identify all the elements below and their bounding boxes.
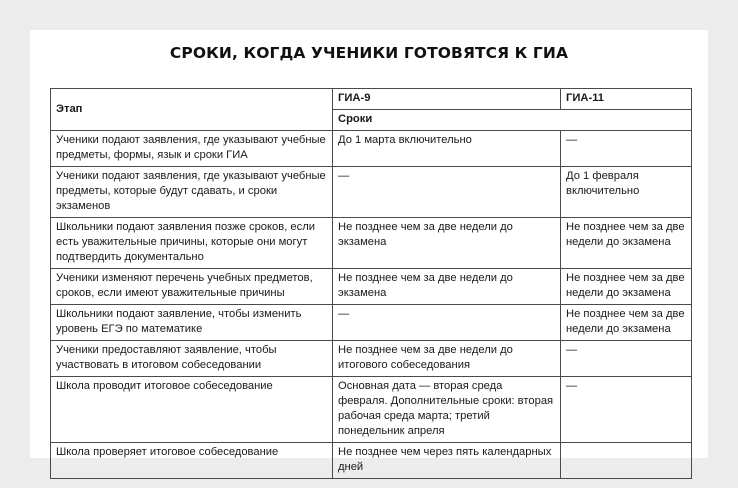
cell-gia11: Не позднее чем за две недели до экзамена	[561, 218, 692, 269]
cell-stage: Школьники подают заявление, чтобы изменить уровень ЕГЭ по математике	[51, 305, 333, 341]
cell-gia11: Не позднее чем за две недели до экзамена	[561, 269, 692, 305]
table-row	[51, 305, 692, 341]
cell-gia11: До 1 февраля включительно	[561, 167, 692, 218]
cell-gia11: —	[561, 131, 692, 167]
cell-stage: Школа проводит итоговое собеседование	[51, 377, 333, 443]
cell-stage: Ученики подают заявления, где указывают учебные предметы, формы, язык и сроки ГИА	[51, 131, 333, 167]
document-card	[30, 30, 708, 473]
cell-stage: Ученики подают заявления, где указывают учебные предметы, которые будут сдавать, и сроки экзаменов	[51, 167, 333, 218]
cell-gia11: Не позднее чем за две недели до экзамена	[561, 305, 692, 341]
deadlines-table	[50, 88, 692, 479]
header-deadlines: Сроки	[333, 110, 692, 131]
table-row	[51, 131, 692, 167]
table-row	[51, 218, 692, 269]
cell-gia9: —	[333, 167, 561, 218]
cell-stage: Ученики предоставляют заявление, чтобы участвовать в итоговом собеседовании	[51, 341, 333, 377]
cell-gia9: —	[333, 305, 561, 341]
cell-gia9: Основная дата — вторая среда февраля. Дополнительные сроки: вторая рабочая среда марта; третий понедельник апреля	[333, 377, 561, 443]
table-row	[51, 341, 692, 377]
cell-gia11: —	[561, 341, 692, 377]
cell-gia9: Не позднее чем за две недели до экзамена	[333, 269, 561, 305]
cell-gia11	[561, 443, 692, 479]
header-stage: Этап	[51, 89, 333, 131]
page-title: СРОКИ, КОГДА УЧЕНИКИ ГОТОВЯТСЯ К ГИА	[169, 44, 569, 62]
cell-gia9: Не позднее чем через пять календарных дней	[333, 443, 561, 479]
cell-gia9: Не позднее чем за две недели до экзамена	[333, 218, 561, 269]
cell-gia11: —	[561, 377, 692, 443]
cell-stage: Ученики изменяют перечень учебных предметов, сроков, если имеют уважительные причины	[51, 269, 333, 305]
table-row	[51, 377, 692, 443]
table-row	[51, 443, 692, 479]
cell-gia9: До 1 марта включительно	[333, 131, 561, 167]
table-header-row	[51, 89, 692, 110]
cell-stage: Школьники подают заявления позже сроков, если есть уважительные причины, которые они могут подтвердить документально	[51, 218, 333, 269]
cell-stage: Школа проверяет итоговое собеседование	[51, 443, 333, 479]
table-row	[51, 167, 692, 218]
header-gia9: ГИА-9	[333, 89, 561, 110]
table-row	[51, 269, 692, 305]
header-gia11: ГИА-11	[561, 89, 692, 110]
cell-gia9: Не позднее чем за две недели до итогового собеседования	[333, 341, 561, 377]
